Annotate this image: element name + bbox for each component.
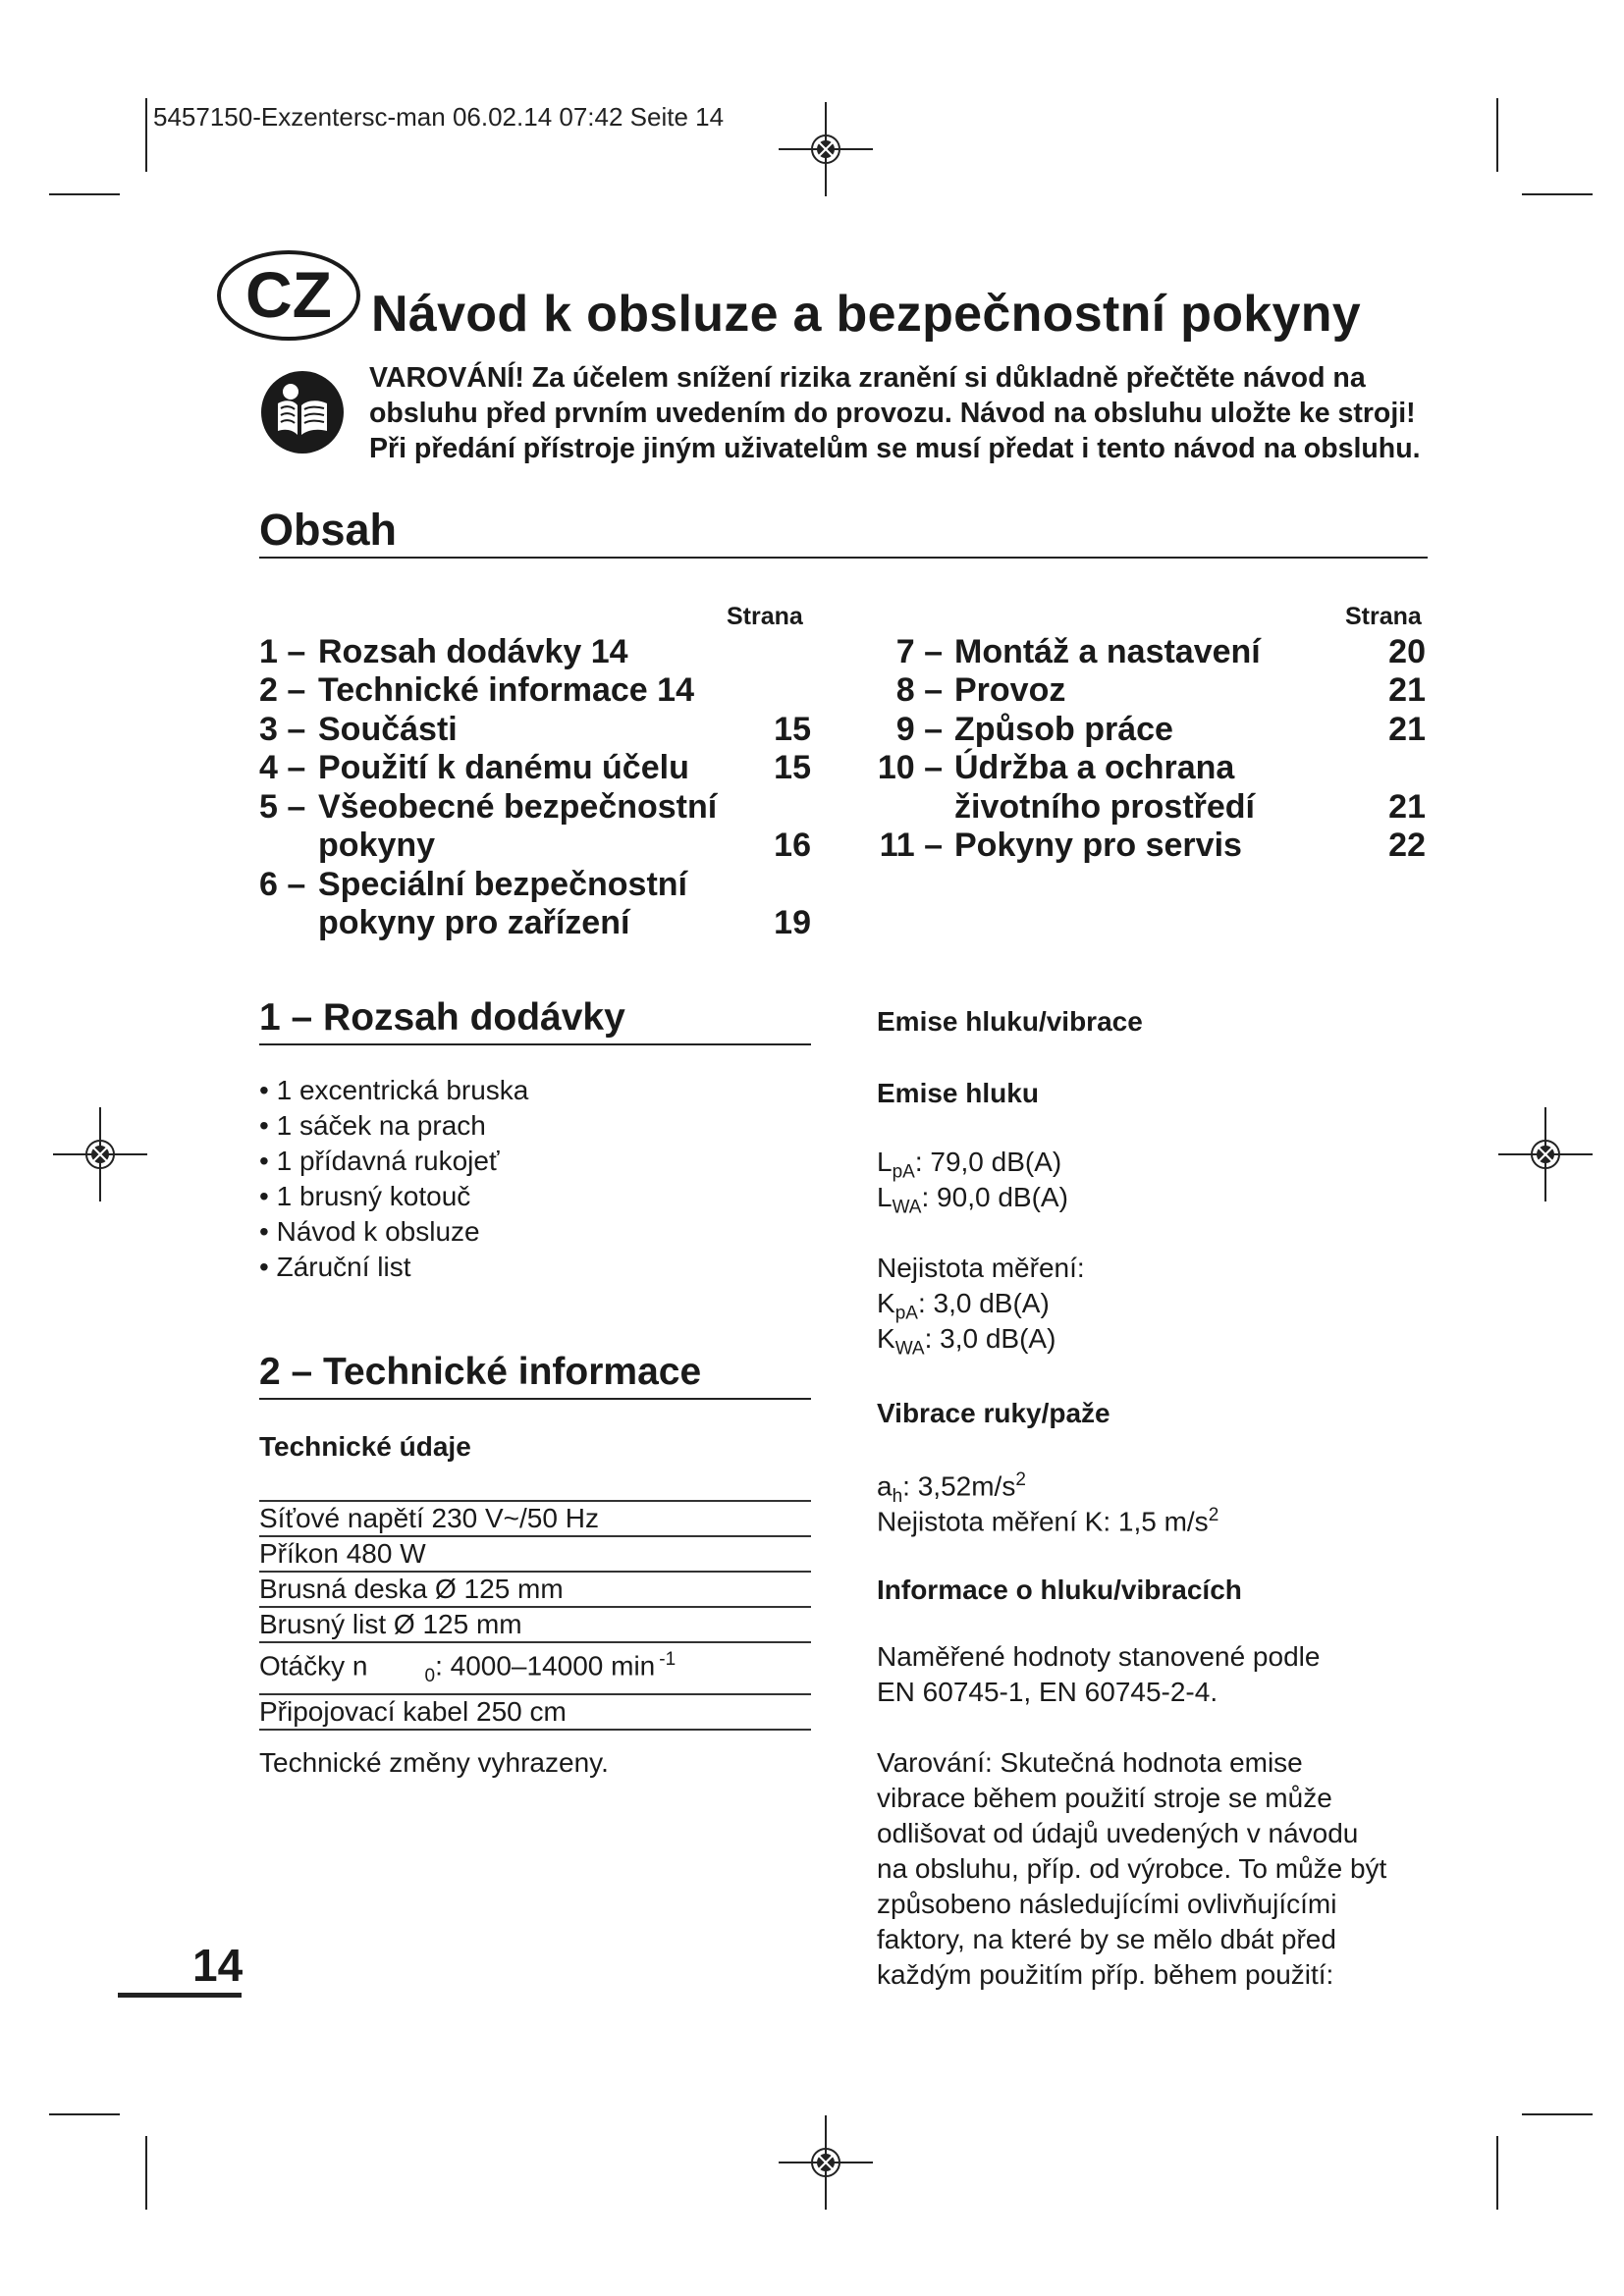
toc-entry-text: Speciální bezpečnostní <box>318 866 687 903</box>
toc-entry-text: Způsob práce <box>954 711 1173 748</box>
warning-line: VAROVÁNÍ! Za účelem snížení rizika zranění si důkladně přečtěte návod na <box>369 362 1366 394</box>
uncertainty-k-value: Nejistota měření K: 1,5 $m/s^2$ <box>877 1505 1219 1537</box>
list-item: • 1 excentrická bruska <box>259 1073 528 1108</box>
list-item: • Záruční list <box>259 1250 528 1285</box>
toc-entry-text: Provoz <box>954 671 1066 709</box>
country-badge <box>216 248 361 343</box>
toc-entry-number: 3 – <box>259 711 306 748</box>
subsection-heading: Vibrace ruky/paže <box>877 1398 1110 1428</box>
table-row <box>259 1642 811 1694</box>
warning-line: Při předání přístroje jiným uživatelům se musí předat i tento návod na obsluhu. <box>369 433 1421 464</box>
section-heading: 2 – Technické informace <box>259 1351 702 1393</box>
warning-line: obsluhu před prvním uvedením do provozu. Návod na obsluhu uložte ke stroji! <box>369 398 1416 429</box>
toc-rule <box>259 557 1428 559</box>
toc-entry-text: Všeobecné bezpečnostní <box>318 788 718 826</box>
table-cell: Připojovací kabel 250 cm <box>259 1694 811 1730</box>
toc-entry-page: 15 <box>774 749 811 786</box>
toc-entry-text: Technické informace 14 <box>318 671 694 709</box>
toc-entry-page: 19 <box>774 904 811 941</box>
table-cell: Příkon 480 W <box>259 1536 811 1572</box>
toc-entry-text: Součásti <box>318 711 458 748</box>
toc-entry-text: pokyny pro zařízení <box>318 904 630 941</box>
table-row <box>259 1536 811 1572</box>
crop-mark <box>49 2113 120 2115</box>
note-text: Technické změny vyhrazeny. <box>259 1747 609 1778</box>
warning-text-line: způsobeno následujícími ovlivňujícími <box>877 1889 1337 1919</box>
measured-text: EN 60745-1, EN 60745-2-4. <box>877 1677 1218 1707</box>
lwa-value: $L_{WA}$: 90,0 dB(A) <box>877 1182 1068 1218</box>
toc-entry-page: 16 <box>774 827 811 864</box>
toc-entry-number: 4 – <box>259 749 306 786</box>
table-row <box>259 1501 811 1536</box>
warning-text-line: faktory, na které by se mělo dbát před <box>877 1924 1336 1954</box>
toc-entry-page: 21 <box>1388 671 1426 709</box>
toc-entry-number: 5 – <box>259 788 306 826</box>
crop-mark <box>49 193 120 195</box>
table-row <box>259 1694 811 1730</box>
warning-text-line: na obsluhu, příp. od výrobce. To může být <box>877 1853 1387 1884</box>
table-cell: Síťové napětí 230 V~/50 Hz <box>259 1501 811 1536</box>
delivery-list <box>259 1073 528 1285</box>
crop-mark <box>1496 98 1498 172</box>
subsection-heading: Emise hluku <box>877 1078 1039 1108</box>
warning-text-line: Varování: Skutečná hodnota emise <box>877 1747 1303 1778</box>
registration-mark-icon <box>51 1105 149 1203</box>
speed-unit-superscript: -1 <box>659 1649 677 1670</box>
lpa-value: $L_{pA}$: 79,0 dB(A) <box>877 1147 1062 1183</box>
registration-mark-icon <box>1496 1105 1595 1203</box>
list-item: • 1 sáček na prach <box>259 1108 528 1144</box>
toc-heading: Obsah <box>259 505 398 555</box>
subsection-heading: Technické údaje <box>259 1431 471 1462</box>
crop-mark <box>1522 2113 1593 2115</box>
page-title: Návod k obsluze a bezpečnostní pokyny <box>371 286 1361 343</box>
registration-mark-icon <box>777 2113 875 2212</box>
section-heading: 1 – Rozsah dodávky <box>259 996 625 1039</box>
kpa-value: $K_{pA}$: 3,0 dB(A) <box>877 1288 1050 1324</box>
section-rule <box>259 1398 811 1400</box>
toc-entry-text: Pokyny pro servis <box>954 827 1242 864</box>
list-item: • 1 přídavná rukojeť <box>259 1144 528 1179</box>
read-manual-icon <box>260 370 345 454</box>
toc-entry-text: pokyny <box>318 827 436 864</box>
print-slug: 5457150-Exzentersc-man 06.02.14 07:42 Seite 14 <box>153 102 725 132</box>
kwa-value: $K_{WA}$: 3,0 dB(A) <box>877 1323 1056 1360</box>
toc-entry-number: 10 – <box>877 749 943 786</box>
toc-entry-number: 11 – <box>879 827 943 864</box>
subsection-heading: Informace o hluku/vibracích <box>877 1575 1242 1605</box>
toc-page-label: Strana <box>1345 603 1422 630</box>
toc-entry-text: životního prostředí <box>954 788 1255 826</box>
warning-text-line: vibrace během použití stroje se může <box>877 1783 1332 1813</box>
list-item: • Návod k obsluze <box>259 1214 528 1250</box>
ah-value: $a_h$: $3,52m/s^2$ <box>877 1469 1026 1507</box>
warning-notice <box>369 360 1449 466</box>
toc-entry-page: 22 <box>1388 827 1426 864</box>
toc-entry-page: 21 <box>1388 711 1426 748</box>
warning-text-line: odlišovat od údajů uvedených v návodu <box>877 1818 1359 1848</box>
toc-entry-text: Montáž a nastavení <box>954 633 1261 670</box>
crop-mark <box>145 2136 147 2210</box>
table-row <box>259 1572 811 1607</box>
spec-table <box>259 1500 811 1731</box>
crop-mark <box>1496 2136 1498 2210</box>
registration-mark-icon <box>777 100 875 198</box>
toc-entry-number: 6 – <box>259 866 306 903</box>
toc-entry-page: 15 <box>774 711 811 748</box>
country-code: CZ <box>245 258 332 331</box>
toc-entry-text: Použití k danému účelu <box>318 749 689 786</box>
warning-text-line: každým použitím příp. během použití: <box>877 1959 1334 1990</box>
vibration-warning <box>877 1745 1386 1993</box>
speed-label: Otáčky n <box>259 1650 368 1682</box>
toc-entry-text: Údržba a ochrana <box>954 749 1235 786</box>
speed-subscript: 0 <box>424 1665 436 1686</box>
table-cell <box>259 1642 811 1694</box>
toc-entry-number: 8 – <box>895 671 943 709</box>
page-number-rule <box>118 1993 242 1998</box>
table-cell: Brusná deska Ø 125 mm <box>259 1572 811 1607</box>
crop-mark <box>1522 193 1593 195</box>
toc-entry-number: 1 – <box>259 633 306 670</box>
table-row <box>259 1607 811 1642</box>
speed-value: : 4000–14000 min <box>435 1650 656 1682</box>
table-cell: Brusný list Ø 125 mm <box>259 1607 811 1642</box>
toc-entry-page: 20 <box>1388 633 1426 670</box>
toc-page-label: Strana <box>727 603 803 630</box>
page-number: 14 <box>192 1940 244 1991</box>
toc-entry-number: 7 – <box>895 633 943 670</box>
toc-entry-page: 21 <box>1388 788 1426 826</box>
subsection-heading: Emise hluku/vibrace <box>877 1006 1143 1037</box>
crop-mark <box>145 98 147 172</box>
measured-text: Naměřené hodnoty stanovené podle <box>877 1641 1321 1672</box>
list-item: • 1 brusný kotouč <box>259 1179 528 1214</box>
uncertainty-label: Nejistota měření: <box>877 1253 1085 1283</box>
section-rule <box>259 1043 811 1045</box>
toc-entry-text: Rozsah dodávky 14 <box>318 633 628 670</box>
toc-entry-number: 2 – <box>259 671 306 709</box>
toc-entry-number: 9 – <box>895 711 943 748</box>
